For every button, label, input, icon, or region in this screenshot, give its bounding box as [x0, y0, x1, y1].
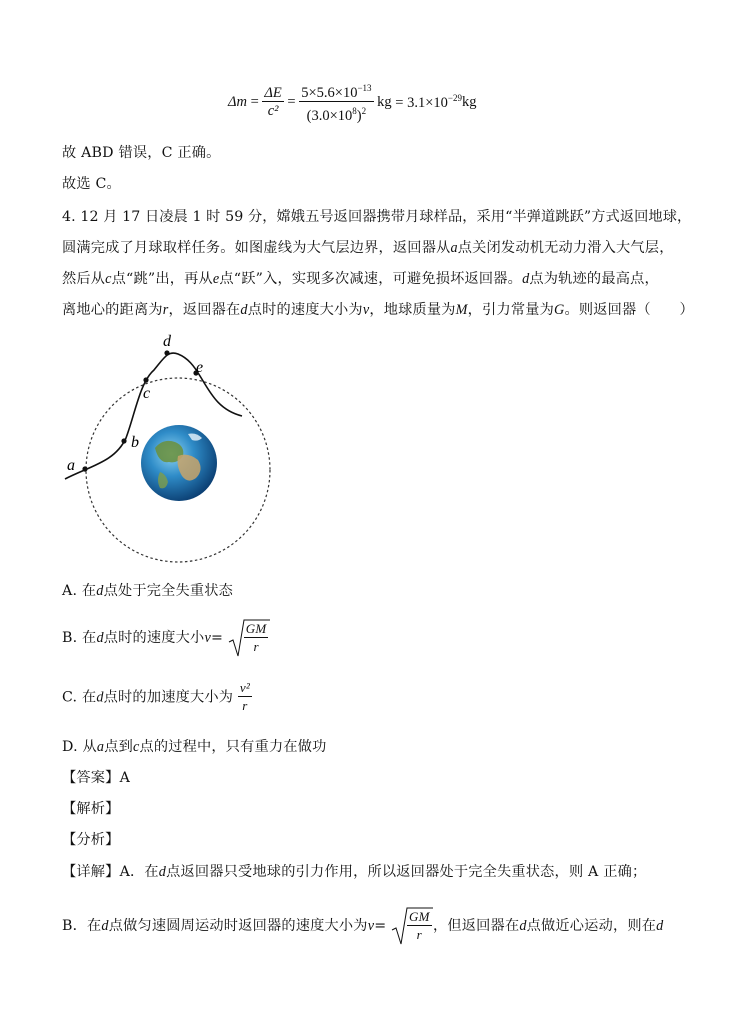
option-a-text: 点处于完全失重状态	[103, 583, 234, 599]
detail-b-text: 点做匀速圆周运动时返回器的速度大小为	[108, 918, 368, 934]
den-close: )	[356, 107, 362, 124]
result-exp: −29	[447, 92, 462, 103]
question-line-1: 4. 12 月 17 日凌晨 1 时 59 分，嫦娥五号返回器携带月球样品，采用“半弹道跳跃”方式返回地球，	[62, 209, 692, 225]
point-a	[82, 466, 87, 471]
q-l2-text: 圆满完成了月球取样任务。如图虚线为大气层边界，返回器从	[62, 240, 451, 256]
earth-icon	[141, 425, 217, 501]
q-l3-d: 点为轨迹的最高点，	[529, 271, 659, 287]
var-a: a	[450, 240, 458, 256]
detail-sqrt-gm-r	[391, 906, 433, 946]
option-a-prefix: A. 在	[62, 583, 97, 599]
q-l3-b: 点“跳”出，再从	[111, 271, 213, 287]
eq-b: =	[210, 630, 224, 646]
detail-frac-gm: GM	[409, 909, 430, 924]
detail-line-b	[62, 906, 663, 946]
sqrt-gm-r	[228, 618, 270, 658]
option-b-var: d	[96, 630, 104, 646]
option-d-mid: 点到	[104, 739, 133, 755]
detail-b-prefix: B．在	[62, 918, 102, 934]
q-l3-c: 点“跃”入，实现多次减速，可避免损坏返回器。	[219, 271, 523, 287]
num-exp: −13	[357, 83, 372, 93]
option-c-text: 点时的加速度大小为	[103, 689, 234, 706]
frac-gm-r	[244, 621, 269, 656]
result-base: = 3.1×10	[395, 94, 448, 111]
answer-label: 【答案】	[62, 770, 120, 786]
point-b	[121, 438, 126, 443]
frac-v2: v²	[239, 680, 250, 695]
option-b	[62, 618, 270, 658]
detail-eq: =	[374, 918, 387, 934]
question-line-3	[62, 268, 659, 288]
option-b-prefix: B. 在	[62, 630, 97, 646]
unit-kg-1: kg	[377, 93, 392, 110]
option-b-text: 点时的速度大小	[103, 630, 205, 646]
frac-gm: GM	[245, 621, 267, 636]
option-c-var: d	[96, 689, 104, 706]
detail-b-text-3: 点做近心运动，则在	[526, 918, 657, 934]
question-line-2	[62, 237, 674, 257]
option-d	[62, 736, 327, 756]
var-v: v	[362, 302, 370, 318]
var-G: G	[554, 302, 565, 318]
var-d-2: d	[240, 302, 248, 318]
detail-frac-r: r	[416, 927, 422, 942]
detail-b-var-2: d	[519, 918, 527, 934]
fraction-energy	[262, 85, 283, 120]
point-c	[143, 377, 148, 382]
mass-defect-equation	[228, 80, 476, 125]
option-d-var-c: c	[132, 739, 140, 755]
var-r: r	[162, 302, 169, 318]
eq-sign: =	[250, 93, 259, 110]
den-exp: 8	[352, 105, 357, 116]
q-l4-d: ，地球质量为	[369, 302, 456, 318]
frac-den: c²	[267, 102, 279, 119]
detail-b-var-3: d	[656, 918, 664, 934]
q-l4-f: 。则返回器（ ）	[564, 302, 694, 318]
q-l4-b: ，返回器在	[168, 302, 241, 318]
result	[395, 92, 462, 111]
option-b-v: v	[204, 630, 211, 646]
fraction-values	[299, 80, 373, 125]
unit-kg-2: kg	[461, 93, 477, 110]
option-d-text: 点的过程中，只有重力在做功	[139, 739, 327, 755]
var-d: d	[522, 271, 530, 287]
detail-label: 【详解】	[62, 864, 120, 880]
eq-lhs: Δm	[228, 93, 247, 110]
q-l4-a: 离地心的距离为	[62, 302, 163, 318]
q-l4-e: ，引力常量为	[467, 302, 554, 318]
var-e: e	[212, 271, 220, 287]
frac-v2-r	[238, 680, 252, 715]
point-d	[164, 350, 169, 355]
option-a-var: d	[96, 583, 104, 599]
option-d-prefix: D. 从	[62, 739, 97, 755]
option-a	[62, 580, 233, 600]
frac-num: ΔE	[264, 84, 282, 101]
label-a: a	[67, 457, 75, 474]
answer-line	[62, 767, 130, 787]
detail-b-v: v	[367, 918, 375, 934]
var-M: M	[455, 302, 468, 318]
option-d-var-a: a	[96, 739, 105, 755]
option-c-prefix: C. 在	[62, 689, 97, 706]
detail-line-a	[62, 861, 646, 881]
detail-a-var: d	[158, 864, 167, 880]
den-base: (3.0×10	[306, 107, 353, 124]
var-c: c	[105, 271, 112, 287]
frac-r: r	[253, 639, 259, 654]
den-square: 2	[361, 105, 367, 116]
question-line-4	[62, 299, 694, 319]
label-e: e	[196, 359, 204, 376]
label-b: b	[131, 434, 139, 451]
frac-r-2: r	[242, 698, 248, 713]
detail-b-var: d	[101, 918, 109, 934]
eq-sign-2: =	[287, 93, 296, 110]
q-l2-text-b: 点关闭发动机无动力滑入大气层，	[457, 240, 674, 256]
detail-frac-gm-r	[407, 909, 432, 944]
frac-values-den	[299, 102, 373, 125]
fenxi-heading: 【分析】	[62, 832, 120, 848]
conclusion-line: 故 ABD 错误，C 正确。	[62, 145, 221, 161]
q-l3-a: 然后从	[62, 271, 106, 287]
label-c: c	[143, 385, 151, 402]
analysis-heading: 【解析】	[62, 801, 120, 817]
q-l4-c: 点时的速度大小为	[247, 302, 363, 318]
detail-a-text: 点返回器只受地球的引力作用，所以返回器处于完全失重状态，则 A 正确；	[166, 864, 647, 880]
option-c	[62, 680, 252, 715]
num-base: 5×5.6×10	[301, 84, 358, 101]
answer-value: A	[119, 770, 131, 786]
frac-values-num	[299, 80, 373, 102]
label-d: d	[163, 333, 171, 350]
choice-line: 故选 C。	[62, 176, 121, 192]
detail-b-text-2: ，但返回器在	[433, 918, 520, 934]
detail-a-prefix: A．在	[119, 864, 159, 880]
reentry-trajectory-figure	[60, 330, 290, 570]
